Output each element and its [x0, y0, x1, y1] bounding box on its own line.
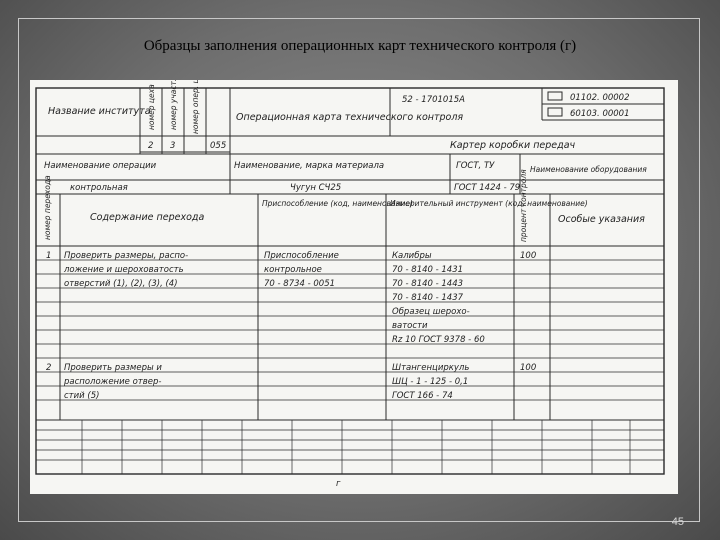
equipment-label: Наименование оборудования	[530, 165, 647, 174]
col-step-no: номер перехода	[43, 175, 52, 240]
col-fixture: Приспособление (код, наименование)	[262, 199, 413, 208]
section-no-label: номер участ.	[169, 80, 178, 130]
col-content: Содержание перехода	[90, 212, 205, 223]
operation-value: контрольная	[70, 183, 128, 193]
step-content-line: расположение отвер-	[64, 377, 162, 387]
step-content-line: стий (5)	[64, 391, 100, 401]
step-fixture-line: 70 - 8734 - 0051	[264, 279, 336, 289]
gost-label: ГОСТ, ТУ	[456, 161, 495, 171]
step-instrument-line: Образец шерохо-	[392, 307, 470, 317]
step-fixture-line: контрольное	[264, 265, 322, 275]
slide-page-number: 45	[671, 516, 684, 528]
ref-code-bottom: 60103. 00001	[570, 109, 630, 119]
step-no: 1	[46, 251, 52, 261]
step-row-2	[46, 363, 536, 401]
step-content-line: отверстий (1), (2), (3), (4)	[64, 279, 178, 289]
step-instrument-line: 70 - 8140 - 1443	[392, 279, 464, 289]
operation-no-value: 055	[210, 141, 227, 151]
inspection-card-scan	[30, 80, 678, 494]
operation-no-label: номер опер. ции	[191, 80, 200, 134]
shop-no-value: 2	[148, 141, 154, 151]
step-content-line: ложение и шероховатость	[64, 265, 184, 275]
gost-value: ГОСТ 1424 - 79	[454, 183, 521, 193]
col-instrument: Измерительный инструмент (код, наименование)	[390, 199, 588, 208]
ref-code-top: 01102. 00002	[570, 93, 630, 103]
step-percent: 100	[520, 363, 537, 373]
col-notes: Особые указания	[558, 214, 645, 225]
card-title: Операционная карта технического контроля	[236, 112, 464, 123]
operation-label: Наименование операции	[44, 161, 157, 171]
step-instrument-line: ШЦ - 1 - 125 - 0,1	[392, 377, 469, 387]
step-instrument-line: 70 - 8140 - 1437	[392, 293, 464, 303]
material-label: Наименование, марка материала	[234, 161, 385, 171]
step-instrument-line: 70 - 8140 - 1431	[392, 265, 464, 275]
step-content-line: Проверить размеры, распо-	[64, 251, 189, 261]
material-value: Чугун СЧ25	[290, 183, 342, 193]
step-content-line: Проверить размеры и	[64, 363, 162, 373]
figure-caption: г	[336, 479, 341, 489]
slide-title: Образцы заполнения операционных карт технического контроля (г)	[143, 38, 577, 54]
step-instrument-line: Штангенциркуль	[392, 363, 470, 373]
institute-label: Название института	[48, 106, 151, 117]
step-instrument-line: Rz 10 ГОСТ 9378 - 60	[392, 335, 485, 345]
step-fixture-line: Приспособление	[264, 251, 339, 261]
doc-number: 52 - 1701015А	[402, 95, 465, 105]
step-row-1	[46, 251, 536, 345]
step-instrument-line: Калибры	[392, 251, 432, 261]
shop-no-label: номер цеха	[147, 84, 156, 130]
part-name: Картер коробки передач	[450, 140, 576, 151]
section-no-value: 3	[170, 141, 176, 151]
step-instrument-line: ватости	[392, 321, 428, 331]
col-percent: процент контроля	[519, 169, 528, 242]
inspection-card-form	[30, 80, 678, 494]
step-no: 2	[46, 363, 52, 373]
step-instrument-line: ГОСТ 166 - 74	[392, 391, 453, 401]
step-percent: 100	[520, 251, 537, 261]
